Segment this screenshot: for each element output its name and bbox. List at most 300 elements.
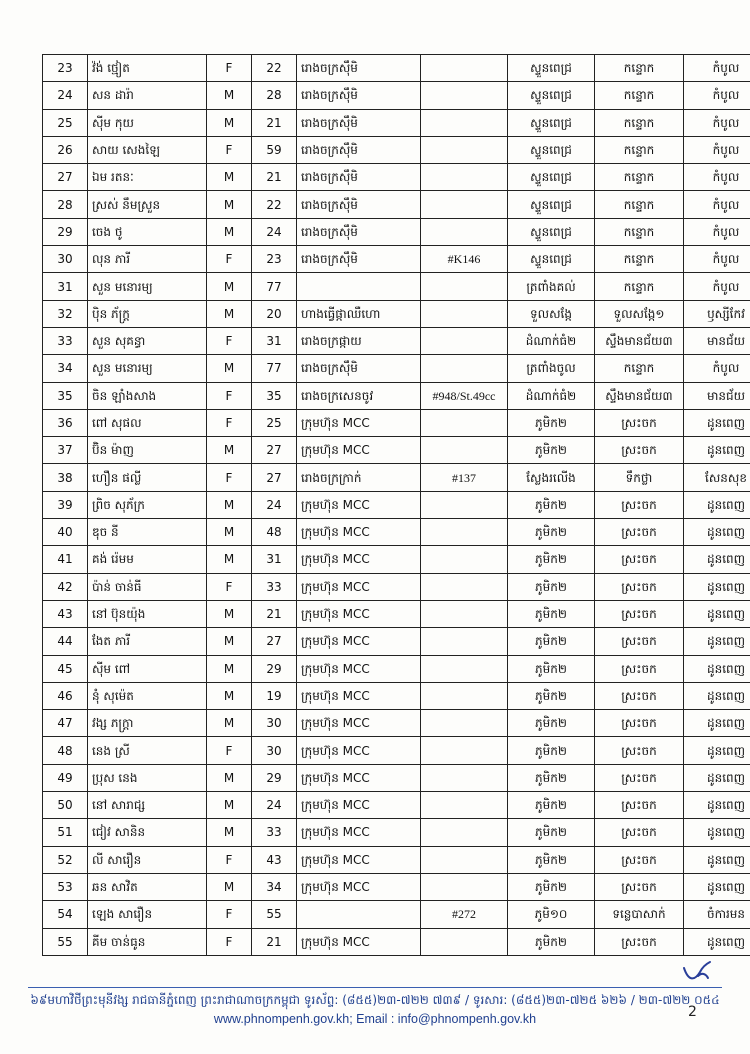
house-address-cell [421,546,508,573]
village-cell: ទួលសង្កែ [508,300,595,327]
workplace-cell: រោងចក្រស៊ឹមិ [297,191,421,218]
workplace-cell: រោងចក្រផ្កាយ [297,327,421,354]
workplace-cell: រោងចក្រក្រាក់ [297,464,421,491]
workplace-cell: ក្រុមហ៊ុន MCC [297,519,421,546]
district-cell: ដូនពេញ [684,928,750,955]
sex-cell: M [207,600,252,627]
house-address-cell [421,437,508,464]
person-name-cell: លី សារឿន [88,846,207,873]
village-cell: ភូមិក២ [508,546,595,573]
commune-cell: ស្រះចក [595,655,684,682]
signature-mark [680,958,714,984]
house-address-cell [421,191,508,218]
age-cell: 33 [252,573,297,600]
sex-cell: F [207,246,252,273]
table-row [43,327,750,354]
person-name-cell: គីម ចាន់ធូន [88,928,207,955]
commune-cell: ទឹកថ្លា [595,464,684,491]
age-cell: 33 [252,819,297,846]
district-cell: ដូនពេញ [684,409,750,436]
commune-cell: កន្ទោក [595,55,684,82]
village-cell: ស្ទួនពេជ្រ [508,82,595,109]
row-number-cell: 44 [43,628,88,655]
person-name-cell: ឯម រតនៈ [88,164,207,191]
page-number: 2 [688,1004,697,1020]
village-cell: ភូមិក២ [508,519,595,546]
workplace-cell [297,901,421,928]
table-row [43,628,750,655]
table-row [43,573,750,600]
row-number-cell: 38 [43,464,88,491]
village-cell: ភូមិក២ [508,928,595,955]
sex-cell: M [207,546,252,573]
age-cell: 30 [252,737,297,764]
footer-address: ៦៩មហាវិថីព្រះមុនីវង្ស រាជធានីភ្នំពេញ ព្រះរាជាណាចក្រកម្ពុជា ទូរស័ព្ទ: (៨៥៥)២៣-៧២២ ៧៣៩ / ទូរសារ: (៨៥៥)២៣-៧២៥ ៦២៦ / ២៣-៧២២ ០៥៤ [30,993,720,1007]
district-cell: មានជ័យ [684,382,750,409]
village-cell: ភូមិក២ [508,792,595,819]
row-number-cell: 36 [43,409,88,436]
row-number-cell: 27 [43,164,88,191]
person-name-cell: សាយ សេងឡៃ [88,136,207,163]
person-name-cell: គង់ រ៉េមម [88,546,207,573]
house-address-cell [421,82,508,109]
district-cell: ឫស្សីកែវ [684,300,750,327]
age-cell: 77 [252,273,297,300]
village-cell: ភូមិ១០ [508,901,595,928]
district-cell: សែនសុខ [684,464,750,491]
sex-cell: M [207,519,252,546]
sex-cell: M [207,764,252,791]
person-name-cell: ងែត ភារី [88,628,207,655]
person-name-cell: ព្រិច សុភ័ក្រ [88,491,207,518]
district-cell: ដូនពេញ [684,710,750,737]
workplace-cell: រោងចក្រស៊ឹមិ [297,136,421,163]
commune-cell: ស្រះចក [595,928,684,955]
house-address-cell [421,55,508,82]
person-name-cell: ចេង ថូ [88,218,207,245]
table-row [43,737,750,764]
person-name-cell: វង្ស ភក្ត្រា [88,710,207,737]
row-number-cell: 42 [43,573,88,600]
table-row [43,682,750,709]
commune-cell: ស្រះចក [595,628,684,655]
commune-cell: កន្ទោក [595,218,684,245]
sex-cell: M [207,437,252,464]
house-address-cell: #K146 [421,246,508,273]
table-row [43,792,750,819]
district-cell: ដូនពេញ [684,846,750,873]
commune-cell: ស្រះចក [595,437,684,464]
sex-cell: M [207,873,252,900]
table-row [43,464,750,491]
district-cell: ដូនពេញ [684,628,750,655]
age-cell: 21 [252,109,297,136]
village-cell: ភូមិក២ [508,764,595,791]
case-list-body [43,55,750,956]
table-row [43,846,750,873]
table-row [43,109,750,136]
sex-cell: M [207,164,252,191]
sex-cell: M [207,191,252,218]
table-row [43,246,750,273]
age-cell: 59 [252,136,297,163]
table-row [43,409,750,436]
sex-cell: M [207,491,252,518]
age-cell: 20 [252,300,297,327]
house-address-cell [421,764,508,791]
row-number-cell: 28 [43,191,88,218]
table-row [43,136,750,163]
workplace-cell: រោងចក្រស៊ឹមិ [297,164,421,191]
row-number-cell: 46 [43,682,88,709]
table-row [43,55,750,82]
table-row [43,764,750,791]
age-cell: 21 [252,600,297,627]
district-cell: ដូនពេញ [684,600,750,627]
workplace-cell: រោងចក្រស៊ឹមិ [297,109,421,136]
house-address-cell [421,491,508,518]
age-cell: 21 [252,164,297,191]
commune-cell: ស្រះចក [595,600,684,627]
workplace-cell: ក្រុមហ៊ុន MCC [297,928,421,955]
row-number-cell: 45 [43,655,88,682]
commune-cell: ស្ទឹងមានជ័យ៣ [595,327,684,354]
person-name-cell: ប៉ាន់ ចាន់ធី [88,573,207,600]
workplace-cell: ក្រុមហ៊ុន MCC [297,819,421,846]
commune-cell: ទន្លេបាសាក់ [595,901,684,928]
row-number-cell: 39 [43,491,88,518]
village-cell: ស្ទួនពេជ្រ [508,246,595,273]
house-address-cell [421,873,508,900]
village-cell: ដំណាក់ធំ២ [508,382,595,409]
village-cell: ស្លែងរលើង [508,464,595,491]
commune-cell: ស្រះចក [595,819,684,846]
village-cell: ភូមិក២ [508,846,595,873]
house-address-cell: #948/St.49cc [421,382,508,409]
workplace-cell: រោងចក្រស៊ឹមិ [297,55,421,82]
person-name-cell: វ៉ង់ ថ្មៀត [88,55,207,82]
age-cell: 27 [252,464,297,491]
table-row [43,218,750,245]
age-cell: 31 [252,546,297,573]
sex-cell: F [207,737,252,764]
house-address-cell [421,628,508,655]
row-number-cell: 48 [43,737,88,764]
age-cell: 24 [252,491,297,518]
district-cell: កំបូល [684,164,750,191]
district-cell: ដូនពេញ [684,546,750,573]
commune-cell: កន្ទោក [595,82,684,109]
house-address-cell [421,300,508,327]
house-address-cell: #137 [421,464,508,491]
village-cell: ភូមិក២ [508,873,595,900]
district-cell: ដូនពេញ [684,519,750,546]
house-address-cell [421,819,508,846]
district-cell: ចំការមន [684,901,750,928]
person-name-cell: នុំ សុម៉េត [88,682,207,709]
house-address-cell [421,737,508,764]
sex-cell: F [207,327,252,354]
village-cell: ភូមិក២ [508,710,595,737]
person-name-cell: នៅ ប៊ុនយ៉ុង [88,600,207,627]
district-cell: កំបូល [684,191,750,218]
house-address-cell [421,109,508,136]
village-cell: ដំណាក់ធំ២ [508,327,595,354]
table-row [43,437,750,464]
person-name-cell: នៅ សារាជ្ស [88,792,207,819]
house-address-cell: #272 [421,901,508,928]
table-row [43,819,750,846]
row-number-cell: 34 [43,355,88,382]
age-cell: 29 [252,655,297,682]
sex-cell: M [207,792,252,819]
row-number-cell: 32 [43,300,88,327]
workplace-cell [297,273,421,300]
workplace-cell: ក្រុមហ៊ុន MCC [297,682,421,709]
commune-cell: ស្រះចក [595,737,684,764]
table-row [43,191,750,218]
age-cell: 24 [252,792,297,819]
sex-cell: M [207,355,252,382]
workplace-cell: រោងចក្រស៊ឹមិ [297,82,421,109]
table-row [43,873,750,900]
row-number-cell: 24 [43,82,88,109]
commune-cell: ទួលសង្កែ១ [595,300,684,327]
house-address-cell [421,218,508,245]
house-address-cell [421,355,508,382]
row-number-cell: 30 [43,246,88,273]
commune-cell: កន្ទោក [595,246,684,273]
table-row [43,901,750,928]
house-address-cell [421,710,508,737]
village-cell: ស្ទួនពេជ្រ [508,164,595,191]
commune-cell: កន្ទោក [595,273,684,300]
person-name-cell: ឆន សាវិត [88,873,207,900]
table-row [43,355,750,382]
person-name-cell: ប៉ិន ភ័ក្ត្រ [88,300,207,327]
commune-cell: ស្រះចក [595,573,684,600]
village-cell: ស្ទួនពេជ្រ [508,136,595,163]
workplace-cell: ហាងធ្វើផ្កាឈឺហោ [297,300,421,327]
district-cell: ដូនពេញ [684,573,750,600]
district-cell: ដូនពេញ [684,655,750,682]
person-name-cell: ស្រស់ នឹមស្រួន [88,191,207,218]
row-number-cell: 53 [43,873,88,900]
table-row [43,600,750,627]
commune-cell: ស្រះចក [595,710,684,737]
commune-cell: ស្រះចក [595,764,684,791]
row-number-cell: 40 [43,519,88,546]
row-number-cell: 26 [43,136,88,163]
sex-cell: F [207,901,252,928]
district-cell: ដូនពេញ [684,792,750,819]
age-cell: 25 [252,409,297,436]
age-cell: 28 [252,82,297,109]
workplace-cell: ក្រុមហ៊ុន MCC [297,546,421,573]
person-name-cell: ឌុច នី [88,519,207,546]
village-cell: ភូមិក២ [508,682,595,709]
commune-cell: ស្រះចក [595,846,684,873]
district-cell: ដូនពេញ [684,437,750,464]
table-row [43,382,750,409]
district-cell: ដូនពេញ [684,819,750,846]
commune-cell: ស្រះចក [595,546,684,573]
person-name-cell: សន ដារ៉ា [88,82,207,109]
row-number-cell: 49 [43,764,88,791]
commune-cell: កន្ទោក [595,191,684,218]
workplace-cell: ក្រុមហ៊ុន MCC [297,600,421,627]
sex-cell: F [207,55,252,82]
commune-cell: កន្ទោក [595,355,684,382]
village-cell: ភូមិក២ [508,437,595,464]
age-cell: 21 [252,928,297,955]
age-cell: 55 [252,901,297,928]
person-name-cell: សួន មនោរម្យ [88,273,207,300]
person-name-cell: ស៊ីម ពៅ [88,655,207,682]
commune-cell: ស្រះចក [595,409,684,436]
table-row [43,164,750,191]
district-cell: កំបូល [684,355,750,382]
age-cell: 19 [252,682,297,709]
sex-cell: F [207,846,252,873]
age-cell: 27 [252,437,297,464]
village-cell: ភូមិក២ [508,573,595,600]
workplace-cell: ក្រុមហ៊ុន MCC [297,710,421,737]
village-cell: ភូមិក២ [508,628,595,655]
village-cell: ភូមិក២ [508,737,595,764]
commune-cell: កន្ទោក [595,136,684,163]
commune-cell: ស្ទឹងមានជ័យ៣ [595,382,684,409]
commune-cell: ស្រះចក [595,491,684,518]
workplace-cell: រោងចក្រស៊ឹមិ [297,246,421,273]
person-name-cell: ឡេង សារឿន [88,901,207,928]
village-cell: ស្ទួនពេជ្រ [508,191,595,218]
village-cell: ស្ទួនពេជ្រ [508,55,595,82]
commune-cell: កន្ទោក [595,109,684,136]
table-row [43,928,750,955]
row-number-cell: 50 [43,792,88,819]
row-number-cell: 33 [43,327,88,354]
row-number-cell: 47 [43,710,88,737]
age-cell: 43 [252,846,297,873]
village-cell: ត្រពាំងគល់ [508,273,595,300]
sex-cell: F [207,136,252,163]
person-name-cell: សួន មនោរម្យ [88,355,207,382]
district-cell: ដូនពេញ [684,682,750,709]
workplace-cell: រោងចក្រសេនចូវ [297,382,421,409]
age-cell: 34 [252,873,297,900]
workplace-cell: ក្រុមហ៊ុន MCC [297,792,421,819]
person-name-cell: ហឿន ផល្លី [88,464,207,491]
case-list-table [42,54,750,956]
sex-cell: F [207,928,252,955]
age-cell: 22 [252,191,297,218]
commune-cell: កន្ទោក [595,164,684,191]
village-cell: ត្រពាំងចូល [508,355,595,382]
village-cell: ភូមិក២ [508,819,595,846]
row-number-cell: 31 [43,273,88,300]
commune-cell: ស្រះចក [595,873,684,900]
row-number-cell: 35 [43,382,88,409]
age-cell: 27 [252,628,297,655]
person-name-cell: លុន ភារី [88,246,207,273]
district-cell: កំបូល [684,218,750,245]
workplace-cell: ក្រុមហ៊ុន MCC [297,409,421,436]
sex-cell: M [207,109,252,136]
sex-cell: M [207,655,252,682]
village-cell: ស្ទួនពេជ្រ [508,218,595,245]
age-cell: 22 [252,55,297,82]
house-address-cell [421,600,508,627]
row-number-cell: 29 [43,218,88,245]
age-cell: 48 [252,519,297,546]
age-cell: 30 [252,710,297,737]
sex-cell: M [207,710,252,737]
row-number-cell: 23 [43,55,88,82]
house-address-cell [421,846,508,873]
village-cell: ភូមិក២ [508,600,595,627]
district-cell: កំបូល [684,82,750,109]
workplace-cell: រោងចក្រស៊ឹមិ [297,355,421,382]
table-row [43,546,750,573]
person-name-cell: នេង ស្រី [88,737,207,764]
table-row [43,710,750,737]
sex-cell: F [207,573,252,600]
row-number-cell: 55 [43,928,88,955]
commune-cell: ស្រះចក [595,682,684,709]
workplace-cell: ក្រុមហ៊ុន MCC [297,873,421,900]
workplace-cell: ក្រុមហ៊ុន MCC [297,655,421,682]
house-address-cell [421,792,508,819]
table-row [43,491,750,518]
district-cell: ដូនពេញ [684,737,750,764]
row-number-cell: 54 [43,901,88,928]
row-number-cell: 41 [43,546,88,573]
age-cell: 77 [252,355,297,382]
commune-cell: ស្រះចក [595,792,684,819]
workplace-cell: ក្រុមហ៊ុន MCC [297,846,421,873]
person-name-cell: ពៅ សុផល [88,409,207,436]
sex-cell: M [207,300,252,327]
person-name-cell: ប៊ិន ម៉ាញ [88,437,207,464]
table-row [43,273,750,300]
footer-website: www.phnompenh.gov.kh; Email : info@phnompenh.gov.kh [213,1012,537,1026]
village-cell: ភូមិក២ [508,655,595,682]
sex-cell: M [207,682,252,709]
row-number-cell: 43 [43,600,88,627]
house-address-cell [421,519,508,546]
person-name-cell: ប្រុស នេង [88,764,207,791]
district-cell: កំបូល [684,55,750,82]
house-address-cell [421,164,508,191]
age-cell: 29 [252,764,297,791]
workplace-cell: ក្រុមហ៊ុន MCC [297,573,421,600]
person-name-cell: ចិន ឡាំងសាង [88,382,207,409]
commune-cell: ស្រះចក [595,519,684,546]
person-name-cell: សួន សុគន្ធា [88,327,207,354]
row-number-cell: 25 [43,109,88,136]
table-row [43,82,750,109]
sex-cell: F [207,382,252,409]
age-cell: 23 [252,246,297,273]
table-row [43,519,750,546]
village-cell: ភូមិក២ [508,491,595,518]
workplace-cell: ក្រុមហ៊ុន MCC [297,628,421,655]
age-cell: 31 [252,327,297,354]
village-cell: ភូមិក២ [508,409,595,436]
table-row [43,300,750,327]
sex-cell: F [207,464,252,491]
